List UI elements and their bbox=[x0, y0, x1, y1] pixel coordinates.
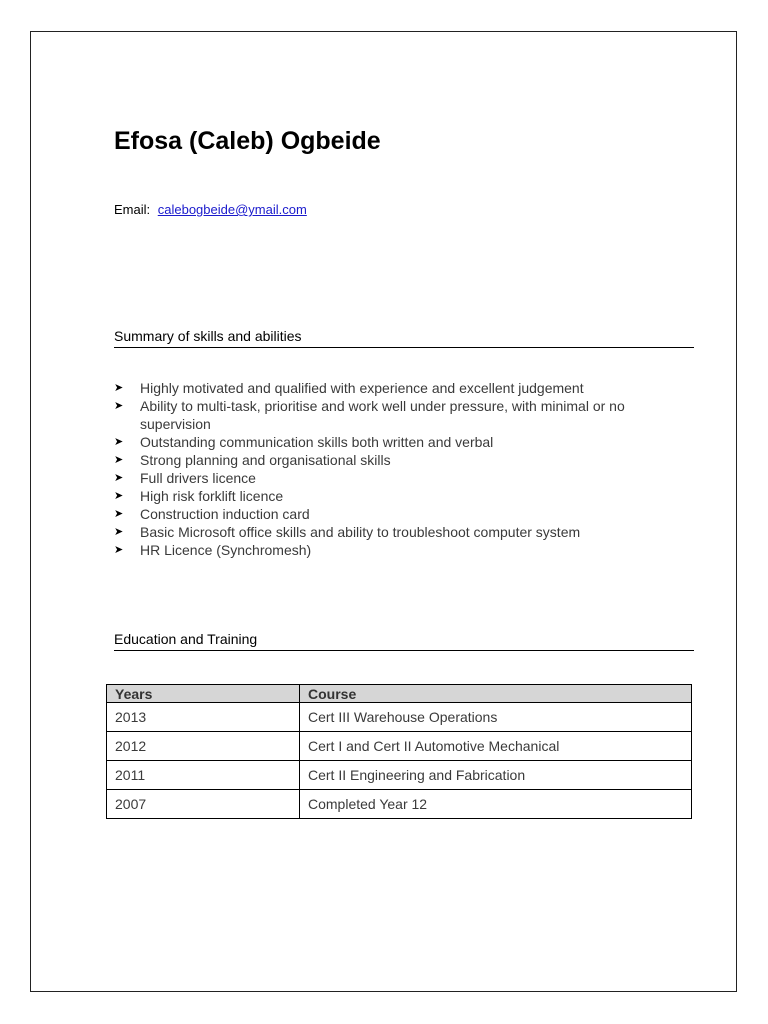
skill-text: HR Licence (Synchromesh) bbox=[140, 542, 312, 558]
skill-text: Highly motivated and qualified with experience and excellent judgement bbox=[140, 380, 584, 396]
table-header-row bbox=[107, 685, 692, 703]
arrowhead-bullet-icon: ➤ bbox=[114, 454, 124, 466]
year-cell: 2013 bbox=[107, 703, 300, 732]
education-section-title: Education and Training bbox=[114, 631, 694, 651]
skill-item bbox=[114, 379, 694, 397]
arrowhead-bullet-icon: ➤ bbox=[114, 472, 124, 484]
skill-text: Basic Microsoft office skills and ability to troubleshoot computer system bbox=[140, 524, 581, 540]
skill-text: Full drivers licence bbox=[140, 470, 256, 486]
skill-item bbox=[114, 451, 694, 469]
arrowhead-bullet-icon: ➤ bbox=[114, 436, 124, 448]
table-row bbox=[107, 761, 692, 790]
skill-item bbox=[114, 505, 694, 523]
table-row bbox=[107, 732, 692, 761]
arrowhead-bullet-icon: ➤ bbox=[114, 544, 124, 556]
arrowhead-bullet-icon: ➤ bbox=[114, 526, 124, 538]
skill-text: Construction induction card bbox=[140, 506, 310, 522]
column-header-course: Course bbox=[300, 685, 692, 703]
education-table bbox=[106, 684, 692, 819]
arrowhead-bullet-icon: ➤ bbox=[114, 508, 124, 520]
skills-section-title: Summary of skills and abilities bbox=[114, 328, 694, 348]
table-row bbox=[107, 703, 692, 732]
skill-item bbox=[114, 541, 694, 559]
table-row bbox=[107, 790, 692, 819]
year-cell: 2011 bbox=[107, 761, 300, 790]
email-line bbox=[114, 202, 307, 217]
arrowhead-bullet-icon: ➤ bbox=[114, 490, 124, 502]
column-header-years: Years bbox=[107, 685, 300, 703]
skill-item bbox=[114, 433, 694, 451]
skill-text: Ability to multi-task, prioritise and work well under pressure, with minimal or no supervision bbox=[140, 398, 625, 432]
email-link[interactable]: calebogbeide@ymail.com bbox=[157, 202, 307, 217]
year-cell: 2012 bbox=[107, 732, 300, 761]
email-label: Email: bbox=[114, 202, 151, 217]
year-cell: 2007 bbox=[107, 790, 300, 819]
skill-text: Strong planning and organisational skills bbox=[140, 452, 391, 468]
course-cell: Cert I and Cert II Automotive Mechanical bbox=[300, 732, 692, 761]
skill-item bbox=[114, 397, 694, 433]
resume-page bbox=[30, 31, 737, 992]
skill-item bbox=[114, 469, 694, 487]
skill-text: Outstanding communication skills both written and verbal bbox=[140, 434, 494, 450]
skill-item bbox=[114, 523, 694, 541]
skills-list bbox=[114, 379, 694, 559]
course-cell: Completed Year 12 bbox=[300, 790, 692, 819]
arrowhead-bullet-icon: ➤ bbox=[114, 400, 124, 412]
candidate-name: Efosa (Caleb) Ogbeide bbox=[114, 127, 381, 155]
course-cell: Cert III Warehouse Operations bbox=[300, 703, 692, 732]
course-cell: Cert II Engineering and Fabrication bbox=[300, 761, 692, 790]
skill-item bbox=[114, 487, 694, 505]
skill-text: High risk forklift licence bbox=[140, 488, 284, 504]
arrowhead-bullet-icon: ➤ bbox=[114, 382, 124, 394]
